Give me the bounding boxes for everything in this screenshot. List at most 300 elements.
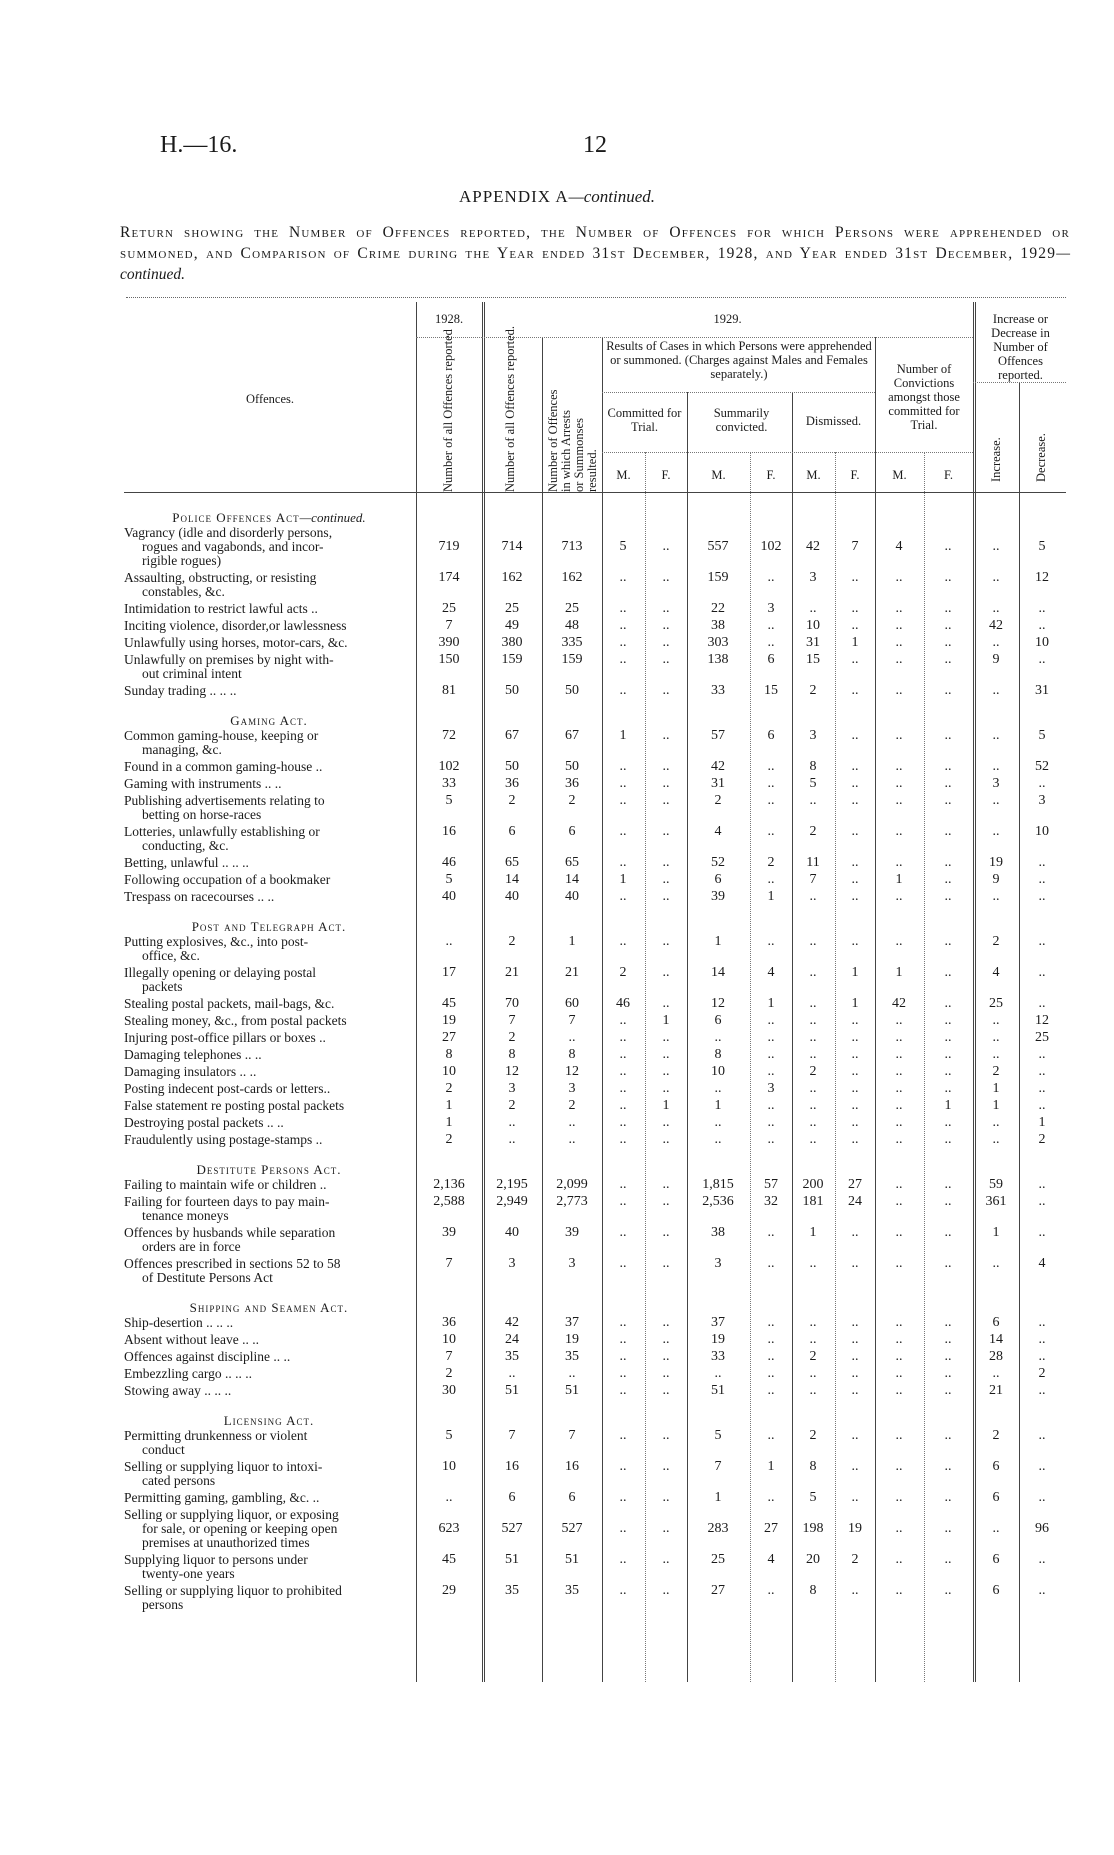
table-cell: .. [895, 776, 903, 791]
header-dismissed: Dismissed. [805, 414, 862, 428]
table-cell: 27 [764, 1521, 778, 1536]
table-cell: 2 [809, 683, 817, 698]
table-cell: .. [809, 889, 817, 904]
table-cell: .. [944, 539, 952, 554]
offence-name-continuation: conduct [142, 1442, 185, 1457]
table-cell: .. [944, 965, 952, 980]
table-cell: .. [662, 1081, 670, 1096]
table-cell: .. [944, 934, 952, 949]
table-cell: 1 [944, 1098, 952, 1113]
table-cell: .. [895, 1132, 903, 1147]
table-cell: 14 [989, 1332, 1003, 1347]
header-arrests-2: in which Arrests [559, 410, 573, 492]
table-cell: 36 [442, 1315, 456, 1330]
table-cell: .. [809, 1366, 817, 1381]
table-cell: 37 [565, 1315, 579, 1330]
table-cell: 50 [505, 759, 519, 774]
table-cell: 21 [565, 965, 579, 980]
table-cell: 1 [992, 1225, 1000, 1240]
table-cell: 51 [565, 1552, 579, 1567]
table-cell: .. [662, 1332, 670, 1347]
table-cell: .. [619, 1081, 627, 1096]
table-cell: .. [662, 1349, 670, 1364]
table-cell: 2,195 [496, 1177, 528, 1192]
table-cell: 6 [508, 824, 516, 839]
offence-name-line: Selling or supplying liquor, or exposing [124, 1507, 339, 1522]
table-cell: .. [1038, 996, 1046, 1011]
table-cell: 102 [760, 539, 782, 554]
table-cell: 5 [445, 1428, 453, 1443]
table-cell: .. [851, 793, 859, 808]
table-cell: .. [851, 618, 859, 633]
table-cell: .. [662, 776, 670, 791]
table-cell: 198 [802, 1521, 824, 1536]
table-cell: .. [851, 934, 859, 949]
table-cell: 35 [565, 1583, 579, 1598]
offence-name-line: Damaging insulators .. .. [124, 1064, 257, 1079]
header-decrease: Decrease. [1034, 433, 1048, 482]
offence-name [124, 1082, 414, 1096]
table-cell: 3 [992, 776, 1000, 791]
table-cell: 3 [1038, 793, 1046, 808]
table-cell: 35 [505, 1349, 519, 1364]
table-cell: 12 [711, 996, 725, 1011]
table-cell: .. [662, 1459, 670, 1474]
header-f: F. [661, 468, 671, 482]
table-cell: .. [851, 1459, 859, 1474]
table-cell: .. [895, 1013, 903, 1028]
offence-name [124, 890, 414, 904]
table-cell: .. [767, 934, 775, 949]
offence-name [124, 1350, 414, 1364]
table-cell: 162 [501, 570, 523, 585]
table-cell: .. [809, 1030, 817, 1045]
table-cell: .. [895, 601, 903, 616]
table-cell: 2,099 [556, 1177, 588, 1192]
table-cell: 10 [442, 1459, 456, 1474]
table-cell: .. [895, 793, 903, 808]
header-year-1929: 1929. [713, 312, 742, 326]
table-cell: 39 [565, 1225, 579, 1240]
table-cell: 2,773 [556, 1194, 588, 1209]
table-cell: .. [944, 1459, 952, 1474]
table-cell: 50 [505, 683, 519, 698]
table-cell: .. [944, 1132, 952, 1147]
table-cell: .. [662, 1132, 670, 1147]
table-cell: 1 [992, 1098, 1000, 1113]
table-cell: .. [714, 1366, 722, 1381]
table-cell: 1 [1038, 1115, 1046, 1130]
table-cell: 6 [992, 1552, 1000, 1567]
table-cell: .. [809, 601, 817, 616]
table-cell: .. [767, 1115, 775, 1130]
table-cell: 6 [568, 1490, 576, 1505]
table-cell: 24 [848, 1194, 862, 1209]
table-cell: .. [767, 1132, 775, 1147]
table-cell: 390 [438, 635, 460, 650]
table-cell: .. [767, 1428, 775, 1443]
offence-name-continuation: rogues and vagabonds, and incor- [142, 539, 324, 554]
table-cell: .. [809, 1383, 817, 1398]
table-cell: .. [809, 1256, 817, 1271]
table-cell: 8 [714, 1047, 722, 1062]
table-cell: .. [1038, 1177, 1046, 1192]
table-cell: .. [767, 824, 775, 839]
offence-name-line: Vagrancy (idle and disorderly persons, [124, 525, 333, 540]
table-cell: 6 [568, 824, 576, 839]
table-cell: .. [895, 1256, 903, 1271]
offence-name-line: Permitting drunkenness or violent [124, 1428, 308, 1443]
table-cell: 48 [565, 618, 579, 633]
table-cell: .. [1038, 1225, 1046, 1240]
table-cell: .. [662, 855, 670, 870]
table-cell: .. [944, 1332, 952, 1347]
appendix-heading [0, 187, 1114, 207]
table-cell: .. [662, 635, 670, 650]
table-cell: .. [767, 1225, 775, 1240]
header-convictions-group: Number of Convictions amongst those committed for Trial. [888, 362, 960, 432]
table-cell: .. [944, 996, 952, 1011]
table-cell: 1 [895, 872, 903, 887]
table-cell: 20 [806, 1552, 820, 1567]
table-cell: .. [851, 889, 859, 904]
table-cell: .. [714, 1115, 722, 1130]
table-cell: 8 [568, 1047, 576, 1062]
table-cell: 159 [561, 652, 583, 667]
table-cell: 6 [767, 728, 775, 743]
table-cell: .. [809, 1315, 817, 1330]
table-cell: 8 [809, 1459, 817, 1474]
table-cell: .. [767, 618, 775, 633]
table-cell: .. [944, 1115, 952, 1130]
table-cell: 19 [848, 1521, 862, 1536]
table-cell: .. [851, 1332, 859, 1347]
table-cell: 39 [442, 1225, 456, 1240]
offence-name-continuation: cated persons [142, 1473, 216, 1488]
table-cell: .. [944, 1047, 952, 1062]
table-cell: .. [851, 1583, 859, 1598]
table-cell: 2 [809, 1064, 817, 1079]
table-cell: 7 [445, 1349, 453, 1364]
table-cell: 3 [508, 1081, 516, 1096]
table-cell: .. [851, 1428, 859, 1443]
table-cell: .. [619, 1521, 627, 1536]
table-cell: .. [619, 759, 627, 774]
offence-name [124, 636, 414, 650]
table-cell: .. [944, 1552, 952, 1567]
offence-name [124, 856, 414, 870]
table-cell: 2 [809, 1428, 817, 1443]
offences-table [124, 302, 1066, 1682]
table-cell: .. [895, 1349, 903, 1364]
table-cell: 2,536 [702, 1194, 734, 1209]
table-cell: 40 [505, 889, 519, 904]
table-cell: .. [619, 1132, 627, 1147]
table-cell: .. [809, 934, 817, 949]
table-cell: 174 [438, 570, 460, 585]
table-cell: .. [809, 1047, 817, 1062]
table-cell: .. [767, 793, 775, 808]
table-cell: 72 [442, 728, 456, 743]
offence-name-line: Selling or supplying liquor to intoxi- [124, 1459, 323, 1474]
offence-name-line: Stowing away .. .. .. [124, 1383, 232, 1398]
table-cell: .. [767, 1366, 775, 1381]
table-cell: 11 [806, 855, 820, 870]
table-cell: 32 [764, 1194, 778, 1209]
table-cell: .. [1038, 776, 1046, 791]
table-cell: 3 [809, 570, 817, 585]
table-cell: .. [714, 1132, 722, 1147]
table-cell: .. [619, 855, 627, 870]
table-cell: 42 [711, 759, 725, 774]
header-rule [973, 382, 1066, 383]
offence-name [124, 729, 414, 757]
table-cell: .. [662, 652, 670, 667]
table-cell: 2 [809, 824, 817, 839]
offence-name [124, 1014, 414, 1028]
table-cell: 6 [992, 1459, 1000, 1474]
header-m: M. [806, 468, 821, 482]
table-cell: .. [619, 1428, 627, 1443]
table-cell: .. [619, 618, 627, 633]
table-cell: 16 [505, 1459, 519, 1474]
table-cell: .. [619, 776, 627, 791]
table-cell: .. [662, 570, 670, 585]
offence-name-line: Failing for fourteen days to pay main- [124, 1194, 330, 1209]
table-cell: .. [895, 1081, 903, 1096]
offence-name [124, 653, 414, 681]
offence-name-line: Fraudulently using postage-stamps .. [124, 1132, 323, 1147]
table-cell: 2 [568, 793, 576, 808]
table-cell: .. [662, 889, 670, 904]
section-title-text: Shipping and Seamen Act. [189, 1300, 349, 1315]
table-cell: 5 [1038, 539, 1046, 554]
table-cell: 51 [505, 1552, 519, 1567]
table-cell: .. [992, 1013, 1000, 1028]
offence-name-continuation: constables, &c. [142, 584, 225, 599]
offence-name [124, 1257, 414, 1285]
table-cell: 2 [619, 965, 627, 980]
table-cell: 19 [442, 1013, 456, 1028]
offence-name [124, 777, 414, 791]
table-cell: .. [714, 1081, 722, 1096]
table-cell: 36 [565, 776, 579, 791]
table-cell: 40 [505, 1225, 519, 1240]
table-cell: .. [619, 1552, 627, 1567]
table-cell: 1 [714, 1098, 722, 1113]
table-cell: .. [619, 1383, 627, 1398]
table-cell: .. [619, 1098, 627, 1113]
table-cell: .. [809, 996, 817, 1011]
table-cell: 6 [508, 1490, 516, 1505]
table-cell: .. [851, 1013, 859, 1028]
table-cell: .. [895, 934, 903, 949]
table-cell: .. [992, 683, 1000, 698]
table-cell: 5 [714, 1428, 722, 1443]
table-cell: .. [619, 889, 627, 904]
table-cell: .. [895, 1383, 903, 1398]
table-cell: 51 [711, 1383, 725, 1398]
table-cell: .. [895, 1047, 903, 1062]
table-cell: 31 [711, 776, 725, 791]
table-cell: .. [662, 1047, 670, 1062]
table-cell: .. [944, 635, 952, 650]
table-cell: .. [992, 539, 1000, 554]
table-cell: .. [1038, 872, 1046, 887]
table-cell: 33 [442, 776, 456, 791]
table-cell: .. [944, 652, 952, 667]
offence-name-line: Stealing postal packets, mail-bags, &c. [124, 996, 335, 1011]
table-cell: 10 [1035, 824, 1049, 839]
table-cell: .. [767, 1064, 775, 1079]
table-cell: 5 [809, 776, 817, 791]
table-cell: 17 [442, 965, 456, 980]
table-cell: .. [619, 601, 627, 616]
offence-name-line: Putting explosives, &c., into post- [124, 934, 309, 949]
table-cell: 38 [711, 618, 725, 633]
table-cell: .. [662, 1583, 670, 1598]
table-cell: .. [662, 872, 670, 887]
table-cell: 1 [662, 1098, 670, 1113]
offence-name [124, 1333, 414, 1347]
offence-name [124, 1133, 414, 1147]
table-cell: 33 [711, 683, 725, 698]
section-title-text: Police Offences Act [172, 510, 300, 525]
table-cell: 2 [992, 1064, 1000, 1079]
offence-name [124, 1367, 414, 1381]
table-cell: 21 [989, 1383, 1003, 1398]
offence-name-line: Betting, unlawful .. .. .. [124, 855, 249, 870]
table-cell: .. [895, 1098, 903, 1113]
offence-name-line: Gaming with instruments .. .. [124, 776, 282, 791]
offence-name-continuation: tenance moneys [142, 1208, 229, 1223]
table-cell: 70 [505, 996, 519, 1011]
table-cell: .. [662, 1030, 670, 1045]
table-cell: .. [619, 1047, 627, 1062]
table-cell: .. [619, 824, 627, 839]
table-cell: 7 [445, 618, 453, 633]
table-cell: .. [851, 776, 859, 791]
offence-name-continuation: for sale, or opening or keeping open [142, 1521, 338, 1536]
offence-name [124, 1316, 414, 1330]
table-cell: .. [944, 1177, 952, 1192]
top-rule [126, 297, 1066, 298]
offence-name-line: Lotteries, unlawfully establishing or [124, 824, 320, 839]
table-cell: 60 [565, 996, 579, 1011]
offence-name [124, 1031, 414, 1045]
table-cell: .. [944, 1256, 952, 1271]
table-cell: 2 [1038, 1132, 1046, 1147]
table-cell: 10 [442, 1332, 456, 1347]
table-cell: .. [1038, 1552, 1046, 1567]
table-cell: .. [662, 1428, 670, 1443]
table-cell: .. [851, 601, 859, 616]
table-cell: 40 [442, 889, 456, 904]
table-cell: .. [992, 601, 1000, 616]
table-cell: .. [809, 1332, 817, 1347]
offence-name-continuation: rigible rogues) [142, 553, 222, 568]
table-cell: .. [851, 824, 859, 839]
header-summarily: Summarily convicted. [713, 406, 770, 434]
table-cell: 19 [711, 1332, 725, 1347]
offence-name [124, 1178, 414, 1192]
table-cell: .. [895, 618, 903, 633]
table-cell: 527 [501, 1521, 523, 1536]
header-rule [602, 392, 875, 393]
table-cell: .. [1038, 618, 1046, 633]
table-cell: .. [944, 1583, 952, 1598]
table-cell: 19 [989, 855, 1003, 870]
table-cell: 6 [714, 1013, 722, 1028]
table-cell: 1 [714, 934, 722, 949]
header-arrests-1: Number of Offences [546, 389, 560, 492]
table-cell: 19 [565, 1332, 579, 1347]
table-cell: 713 [561, 539, 583, 554]
table-cell: .. [895, 1428, 903, 1443]
offence-name-continuation: twenty-one years [142, 1566, 235, 1581]
table-cell: .. [944, 570, 952, 585]
offence-name [124, 935, 414, 963]
table-cell: .. [944, 601, 952, 616]
table-cell: 14 [565, 872, 579, 887]
table-cell: 623 [438, 1521, 460, 1536]
table-cell: 2 [851, 1552, 859, 1567]
table-cell: .. [568, 1030, 576, 1045]
table-cell: 29 [442, 1583, 456, 1598]
table-cell: .. [992, 824, 1000, 839]
table-cell: .. [944, 855, 952, 870]
table-cell: 2 [508, 1098, 516, 1113]
table-cell: 2 [508, 1030, 516, 1045]
offence-name-line: Offences by husbands while separation [124, 1225, 336, 1240]
offence-name-line: Assaulting, obstructing, or resisting [124, 570, 317, 585]
table-cell: 159 [501, 652, 523, 667]
table-cell: 27 [711, 1583, 725, 1598]
table-cell: 1 [767, 996, 775, 1011]
table-cell: .. [619, 1225, 627, 1240]
table-cell: .. [1038, 934, 1046, 949]
offence-name-line: Sunday trading .. .. .. [124, 683, 237, 698]
table-cell: .. [1038, 1383, 1046, 1398]
table-cell: 557 [707, 539, 729, 554]
table-cell: 46 [442, 855, 456, 870]
table-cell: 3 [508, 1256, 516, 1271]
header-arrests-3: or Summonses [572, 418, 586, 492]
table-cell: 4 [895, 539, 903, 554]
table-cell: .. [508, 1366, 516, 1381]
offence-name-line: Damaging telephones .. .. [124, 1047, 262, 1062]
table-cell: 30 [442, 1383, 456, 1398]
table-cell: 25 [565, 601, 579, 616]
offence-name-line: Stealing money, &c., from postal packets [124, 1013, 347, 1028]
table-cell: .. [1038, 1349, 1046, 1364]
table-cell: .. [851, 570, 859, 585]
table-cell: 2,136 [433, 1177, 465, 1192]
table-cell: .. [767, 759, 775, 774]
table-cell: .. [1038, 889, 1046, 904]
table-cell: 9 [992, 652, 1000, 667]
col-rule [687, 392, 688, 1682]
table-cell: .. [809, 793, 817, 808]
offence-name-line: Injuring post-office pillars or boxes .. [124, 1030, 326, 1045]
table-cell: .. [895, 683, 903, 698]
table-cell: 7 [508, 1428, 516, 1443]
offence-name [124, 1195, 414, 1223]
table-cell: .. [944, 1081, 952, 1096]
table-cell: .. [895, 652, 903, 667]
table-cell: 150 [438, 652, 460, 667]
table-cell: 7 [508, 1013, 516, 1028]
